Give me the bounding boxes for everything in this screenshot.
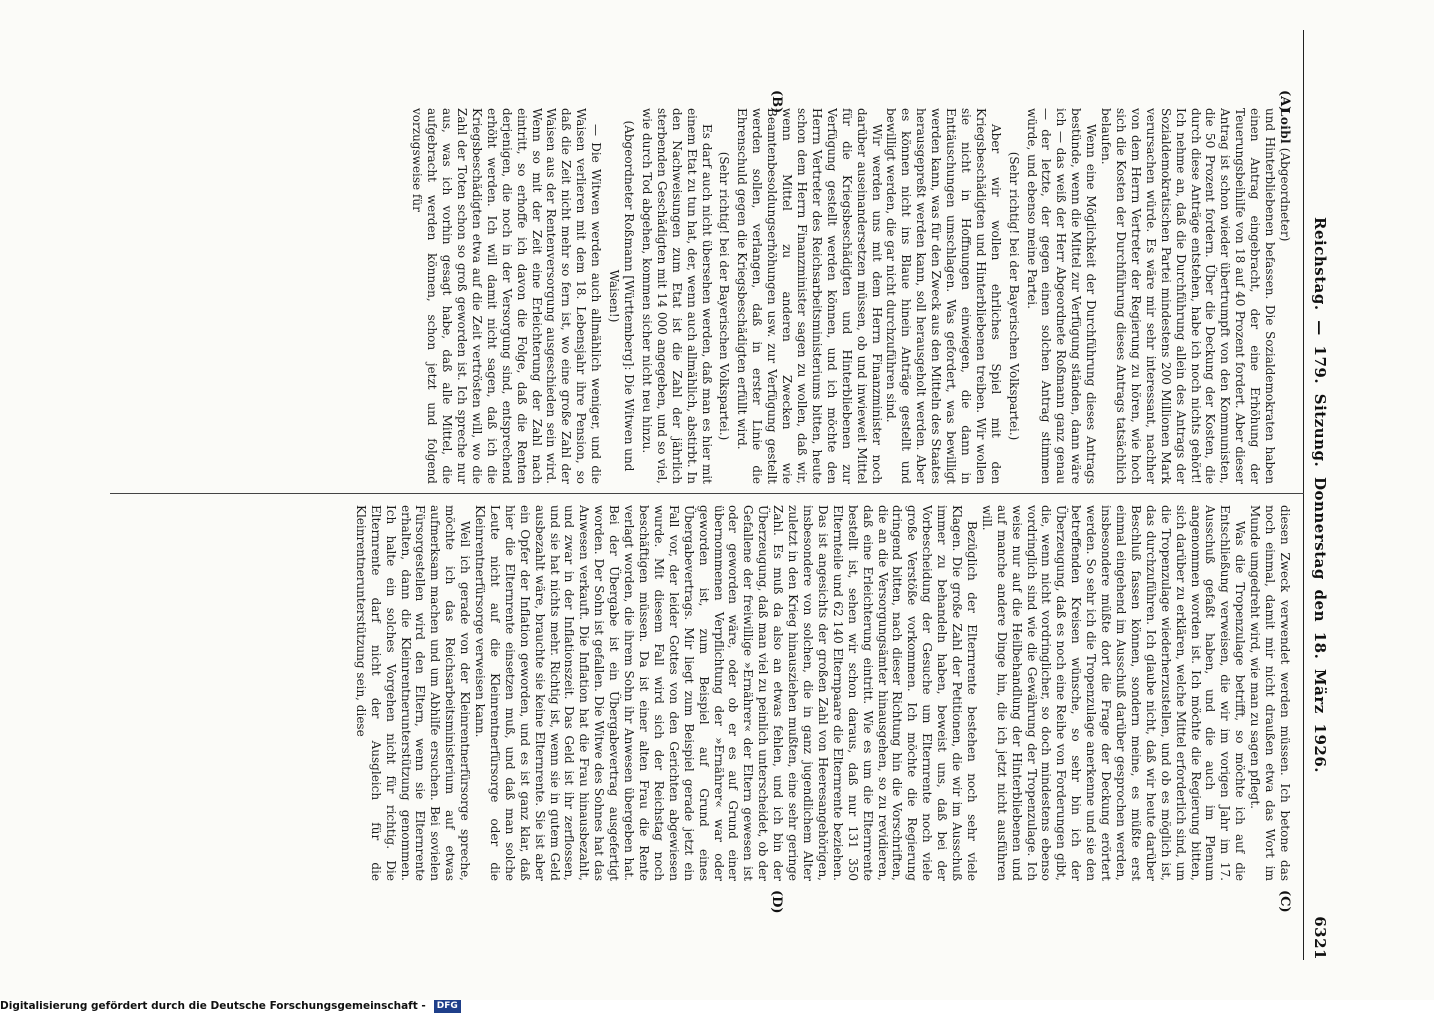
body-paragraph [353, 505, 472, 881]
page-header [1307, 30, 1333, 960]
paragraph-text: und Hinterbliebenen befassen. Die Sozialdemokraten haben einen Antrag eingebracht, der eine Erhöhung der Teuerungsbeihilfe von 18 auf 40 Prozent fordert. Aber dieser Antrag ist schon wieder übertrumpft von den Kommunisten, die 50 Prozent fordern. Über die Deckung der Kosten, die durch diese Anträge entstehen, habe ich noch nichts gehört! Ich nehme an, daß die Durchführung allein des Antrags der Sozialdemokratischen Partei mindestens 200 Millionen Mark verursachen würde. Es wäre mir sehr interessant, nachher von dem Herrn Vertreter der Regierung zu hören, wie hoch sich die Kosten der Durchführung dieses Antrags tatsächlich belaufen. [1099, 108, 1278, 484]
interjection-paragraph [717, 108, 732, 484]
column-divider [110, 493, 1304, 494]
session-title: Reichstag. — 179. Sitzung. Donnerstag den 18. März 1926. [1311, 217, 1329, 773]
body-paragraph [1247, 505, 1292, 881]
paragraph-text: Wir werden uns mit dem Herrn Finanzminister noch darüber auseinandersetzen müssen, ob und inwieweit Mittel für die Kriegsbeschädigten und Hinterbliebenen zur Verfügung gestellt werden können, und ich möchte den Herrn Vertreter des Reichsarbeitsministeriums bitten, heute schon dem Herrn Finanzminister sagen zu wollen, daß wir, wenn Mittel zu anderen Zwecken wie Beamtenbesoldungserhöhungen usw. zur Verfügung gestellt werden sollen, verlangen, daß in erster Linie die Ehrenschuld gegen die Kriegsbeschädigten erfüllt wird. [735, 108, 884, 484]
left-text-column [112, 108, 1292, 484]
speaker-role: (Abgeordneter) [1278, 143, 1292, 242]
footer-credit-text: Digitalisierung gefördert durch die Deutsche Forschungsgemeinschaft - [0, 1000, 426, 1012]
paragraph-text: — Die Witwen werden auch allmählich weniger, und die Waisen verlieren mit dem 18. Lebensjahr ihre Pension, so daß die Zeit nicht mehr so fern ist, wo eine große Zahl der Waisen aus der Rentenversorgung ausgeschieden sein wird. Wenn so mit der Zeit eine Erleichterung der Zahl nach eintritt, so erhoffe ich davon die Folge, daß die Renten derjenigen, die noch in der Versorgung sind, entsprechend erhöht werden. Ich will damit nicht sagen, daß ich die Kriegsbeschädigten etwa auf die Zeit vertrösten will, wo die Zahl der Toten schon so groß geworden ist. Ich spreche nur aus, was ich vorhin gesagt habe, daß alle Mittel, die aufgebracht werden können, schon jetzt und folgend vorzugsweise für [410, 108, 604, 484]
dfg-logo: DFG [434, 1000, 461, 1013]
paragraph-text: Bezüglich der Elternrente bestehen noch sehr viele Klagen. Die große Zahl der Petitionen, die wir im Ausschuß immer zu behandeln haben, beweist uns, daß bei der Vorbescheidung der Gesuche um Elternrente noch viele große Verstöße vorkommen. Ich möchte die Regierung dringend bitten, nach dieser Richtung hin die Vorschriften, die an die Versorgungsämter hinausgehen, so zu revidieren, daß eine Erleichterung eintritt. Wie es um die Elternrente bestellt ist, sehen wir schon daraus, daß nur 131 350 Elternteile und 62 140 Elternpaare die Elternrente beziehen. Das ist angesichts der großen Zahl von Heeresangehörigen, insbesondere von solchen, die in ganz jugendlichem Alter zuletzt in den Krieg hinausziehen mußten, eine sehr geringe Zahl. Es muß da also an etwas fehlen, und ich bin der Überzeugung, daß man viel zu peinlich unterscheidet, ob der Gefallene der freiwillige »Ernährer« der Eltern gewesen ist oder geworden wäre, oder ob er es auf Grund einer übernommenen Verpflichtung der »Ernährer« war oder geworden ist, zum Beispiel auf Grund eines Übergabevertrags. Mir liegt zum Beispiel gerade jetzt ein Fall vor, der leider Gottes von den Gerichten abgewiesen wurde. Mit diesem Fall wird sich der Reichstag noch beschäftigen müssen. Da ist einer alten Frau die Rente verlagt worden, die ihrem Sohn ihr Anwesen übergeben hat. Bei der Übergabe ist ein Übergabevertrag ausgefertigt worden. Der Sohn ist gefallen. Die Witwe des Sohnes hat das Anwesen verkauft. Die Inflation hat die Frau hinausbezahlt, und zwar in der Inflationszeit. Das Geld ist ihr zerflossen, und sie hat nichts mehr. Richtig ist, wenn sie in gutem Geld ausbezahlt wäre, brauchte sie keine Elternrente. Sie ist aber ein Opfer der Inflation geworden, und es ist ganz klar, daß hier die Elternrente einsetzen muß, und daß man solche Leute nicht auf die Kleinrentnerfürsorge oder die Kleinrentnerfürsorge verweisen kann. [473, 505, 979, 881]
paragraph-text: diesen Zweck verwendet werden müssen. Ich betone das noch einmal, damit mir nicht draußen etwa das Wort im Munde umgedreht wird, wie man zu sagen pflegt. [1248, 505, 1292, 881]
body-paragraph [734, 108, 883, 484]
body-paragraph [472, 505, 979, 881]
paragraph-text: Aber wir wollen ehrliches Spiel mit den Kriegsbeschädigten und Hinterbliebenen treiben. Wir wollen sie nicht in Hoffnungen einwiegen, die dann in Enttäuschungen umschlagen. Was gefordert, was bewilligt werden kann, was für den Zweck aus den Mitteln des Staates herausgepreßt werden kann, soll herausgeholt werden. Aber es können nicht ins Blaue hinein Anträge gestellt und bewilligt werden, die gar nicht durchzuführen sind. [884, 108, 1003, 484]
right-text-column [112, 505, 1292, 881]
interjection-paragraph [606, 108, 636, 484]
margin-marker-a: (A) [1277, 90, 1292, 113]
body-paragraph [979, 505, 1247, 881]
body-paragraph [1098, 108, 1277, 484]
paragraph-text: (Abgeordneter Roßmann [Württemberg]: Die Witwen und Waisen!) [607, 120, 637, 472]
speaker-name: Loibl [1278, 108, 1292, 144]
margin-marker-b: (B) [769, 90, 784, 114]
body-paragraph [639, 108, 714, 484]
paragraph-text: (Sehr richtig! bei der Bayerischen Volkspartei.) [1006, 151, 1021, 441]
interjection-paragraph [1006, 108, 1021, 484]
body-paragraph [1277, 108, 1292, 484]
margin-marker-d: (D) [769, 890, 784, 914]
margin-marker-c: (C) [1277, 890, 1292, 913]
paragraph-text: Es darf auch nicht übersehen werden, daß man es hier mit einem Etat zu tun hat, der, wenn auch allmählich, abstirbt. In den Nachweisungen zum Etat ist die Zahl der jährlich sterbenden Geschädigten mit 14 000 angegeben, und so viel, wie durch Tod abgehen, kommen sicher nicht neu hinzu. [639, 108, 714, 484]
header-rule [1303, 30, 1304, 960]
paragraph-text: (Sehr richtig! bei der Bayerischen Volkspartei.) [717, 151, 732, 441]
body-paragraph [884, 108, 1003, 484]
page-number: 6321 [1311, 916, 1329, 960]
paragraph-text: Wenn eine Möglichkeit der Durchführung dieses Antrags bestünde, wenn die Mittel zur Verfügung ständen, dann wäre ich — das weiß der Herr Abgeordnete Roßmann ganz genau — der letzte, der gegen einen solchen Antrag stimmen würde, und ebenso meine Partei. [1024, 108, 1099, 484]
paragraph-text: Was die Tropenzulage betrifft, so möchte ich auf die Entschließung verweisen, die wir im vorigen Jahr im 17. Ausschuß gefaßt haben, und die auch im Plenum angenommen worden ist. Ich möchte die Regierung bitten, sich darüber zu erklären, welche Mittel erforderlich sind, um die Tropenzulage wiederherzustellen, und ob es möglich ist, das durchzuführen. Ich glaube nicht, daß wir heute darüber Beschluß fassen können, sondern meine, es müßte erst einmal eingehend im Ausschuß darüber gesprochen werden, insbesondere müßte dort die Frage der Deckung erörtert werden. So sehr ich die Tropenzulage anerkenne und sie den betreffenden Kreisen wünsche, so sehr bin ich der Überzeugung, daß es noch eine Reihe von Forderungen gibt, die, wenn nicht vordringlicher, so doch mindestens ebenso vordringlich sind wie die Gewährung der Tropenzulage. Ich weise nur auf die Heilbehandlung der Hinterbliebenen und auf manche andere Dinge hin, die ich jetzt nicht ausführen will. [979, 505, 1248, 881]
body-paragraph [409, 108, 603, 484]
body-paragraph [1024, 108, 1099, 484]
paragraph-text: Weil ich gerade von der Kleinrentnerfürsorge spreche, möchte ich das Reichsarbeitsministerium auf etwas aufmerksam machen und um Abhilfe ersuchen. Bei sovielen Fürsorgestellen wird den Eltern, wenn sie Elternrente erhalten, dann die Kleinrentnerunterstützung genommen. Ich halte ein solches Vorgehen nicht für richtig. Die Elternrente darf nicht der Ausgleich für die Kleinrentnerunterstützung sein, diese [353, 505, 473, 881]
